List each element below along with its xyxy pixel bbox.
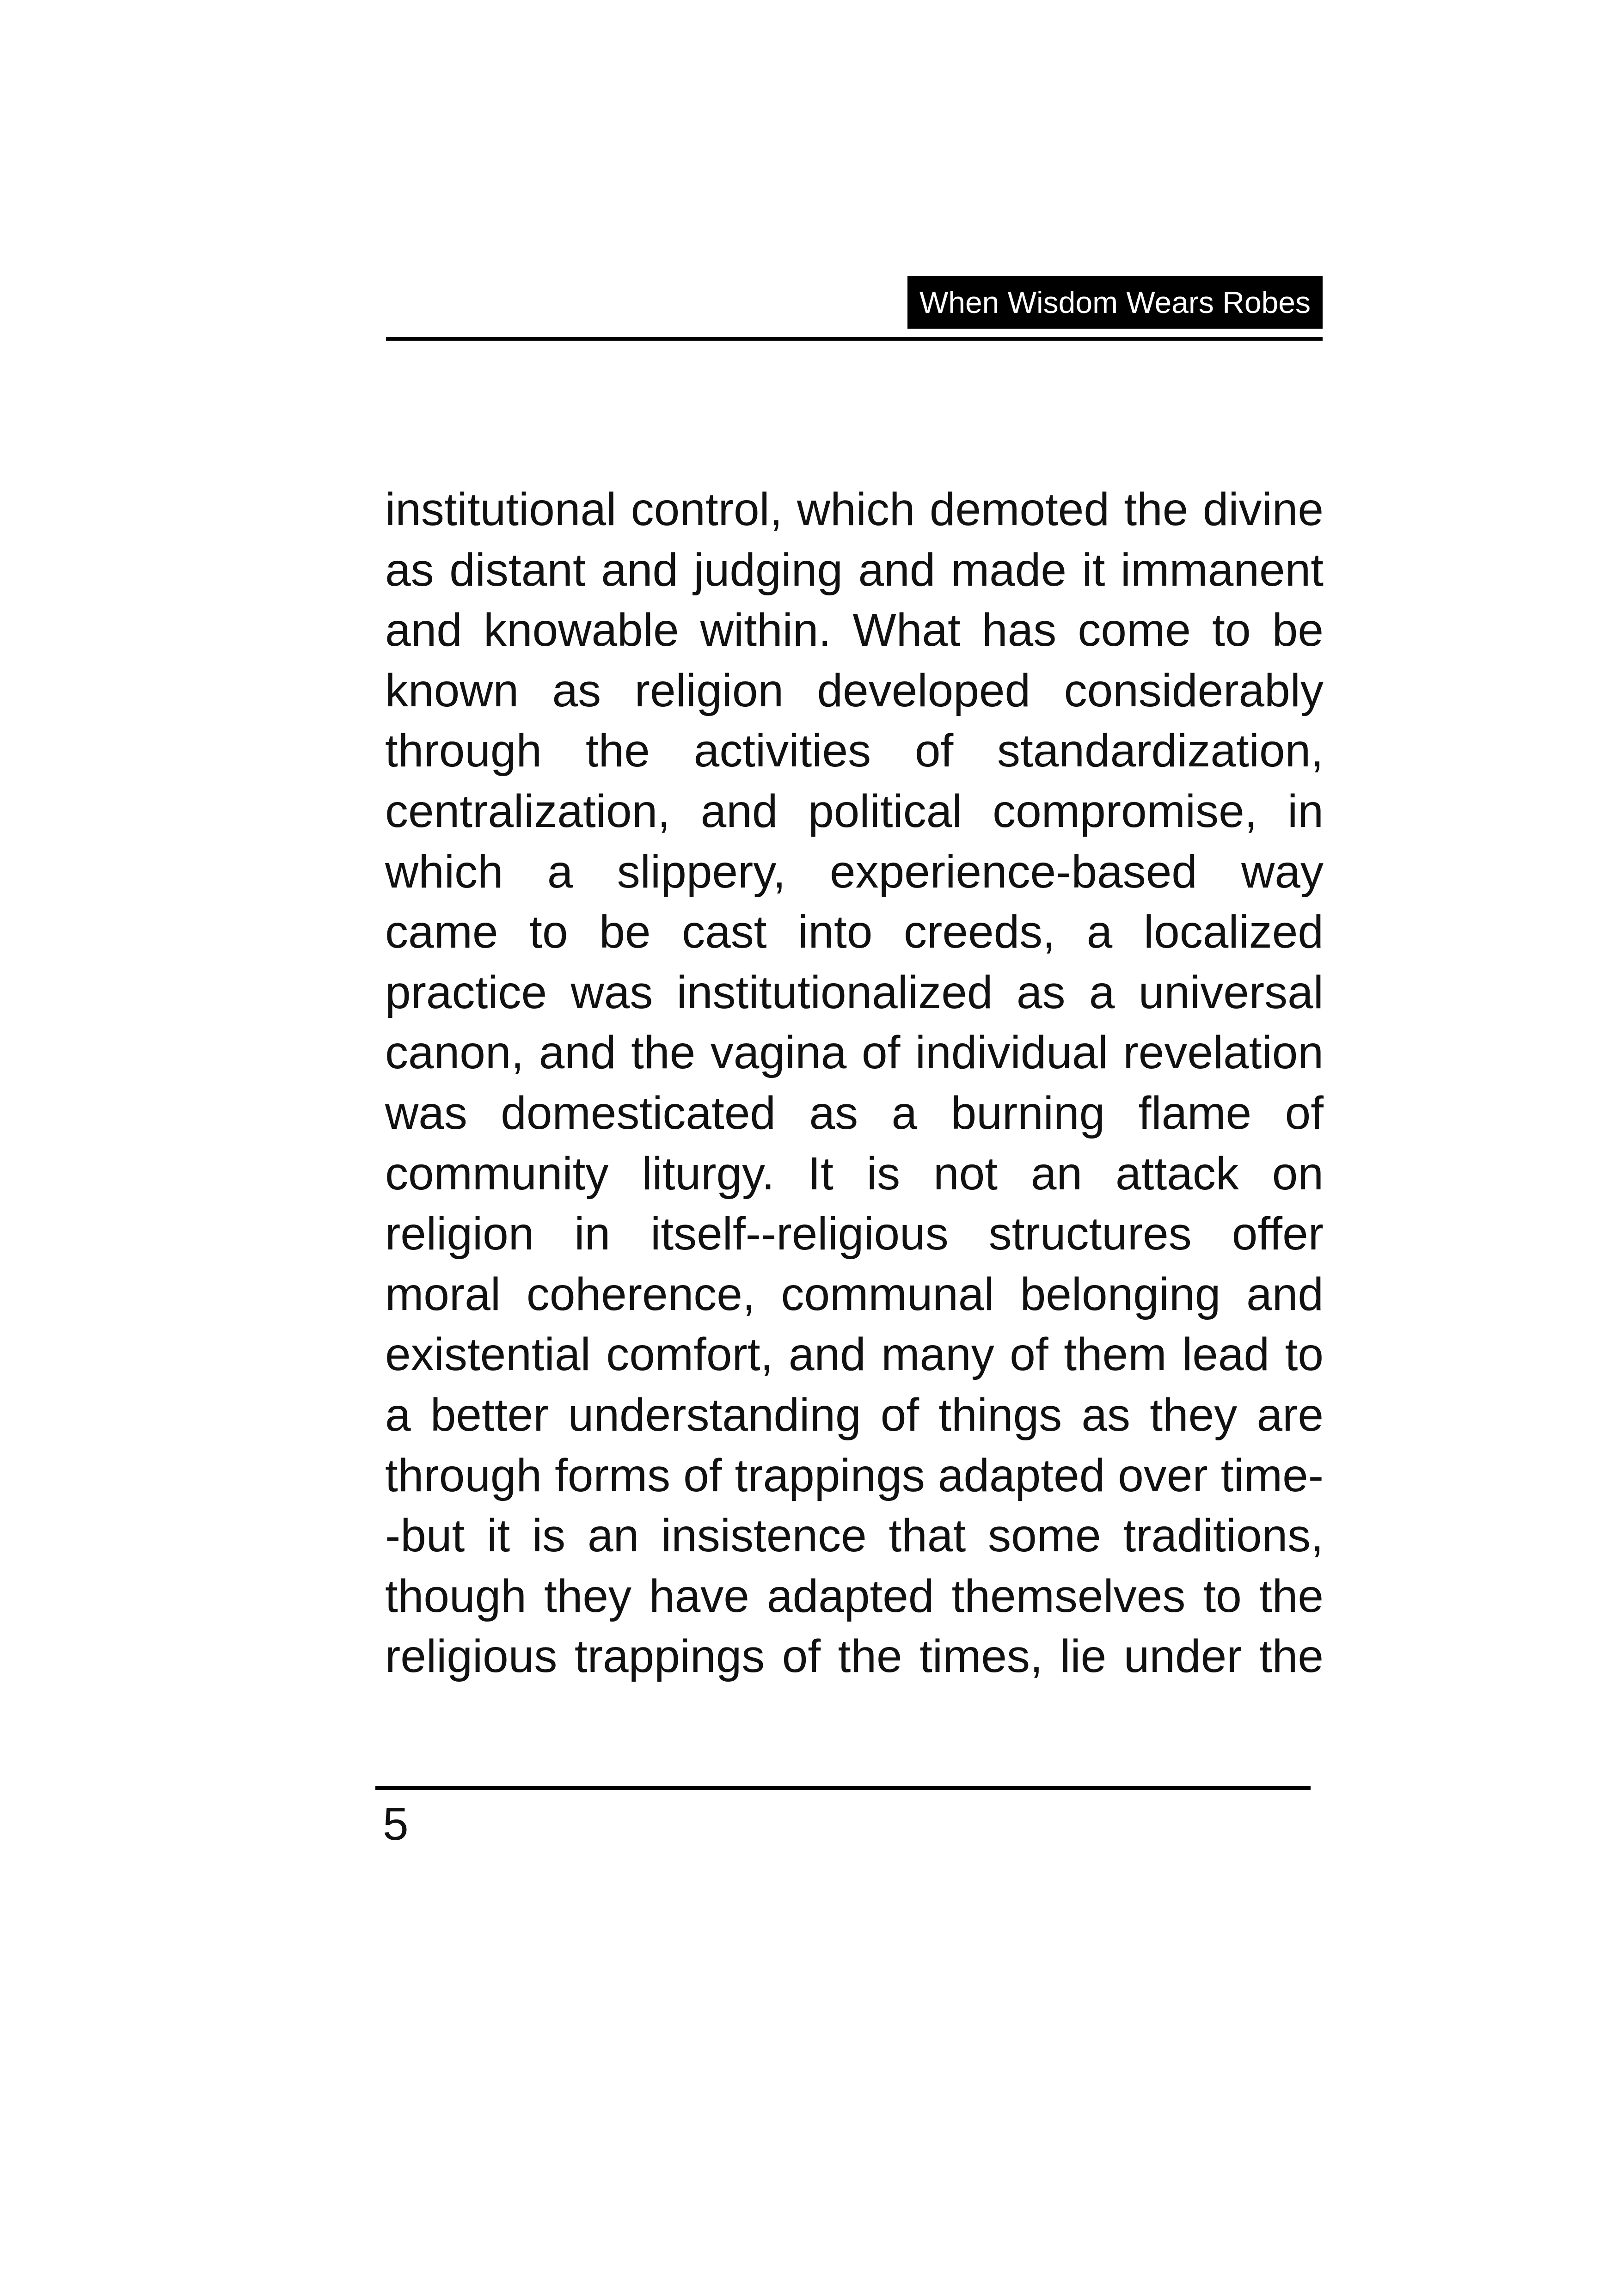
footer-rule	[375, 1786, 1311, 1790]
running-header-title: When Wisdom Wears Robes	[907, 276, 1323, 329]
body-paragraph: institutional control, which demoted the divine as distant and judging and made it immanent and knowable within. What has come to be known as religion developed considerably through the activities of standardization, centralization, and political compromise, in which a slippery, experience-based way came to be cast into creeds, a localized practice was institutionalized as a universal canon, and the vagina of individual revelation was domesticated as a burning flame of community liturgy. It is not an attack on religion in itself--religious structures offer moral coherence, communal belonging and existential comfort, and many of them lead to a better understanding of things as they are through forms of trappings adapted over time--but it is an insistence that some traditions, though they have adapted themselves to the religious trappings of the times, lie under the	[385, 484, 1324, 1683]
header-rule	[386, 337, 1323, 341]
page-number: 5	[383, 1798, 409, 1850]
